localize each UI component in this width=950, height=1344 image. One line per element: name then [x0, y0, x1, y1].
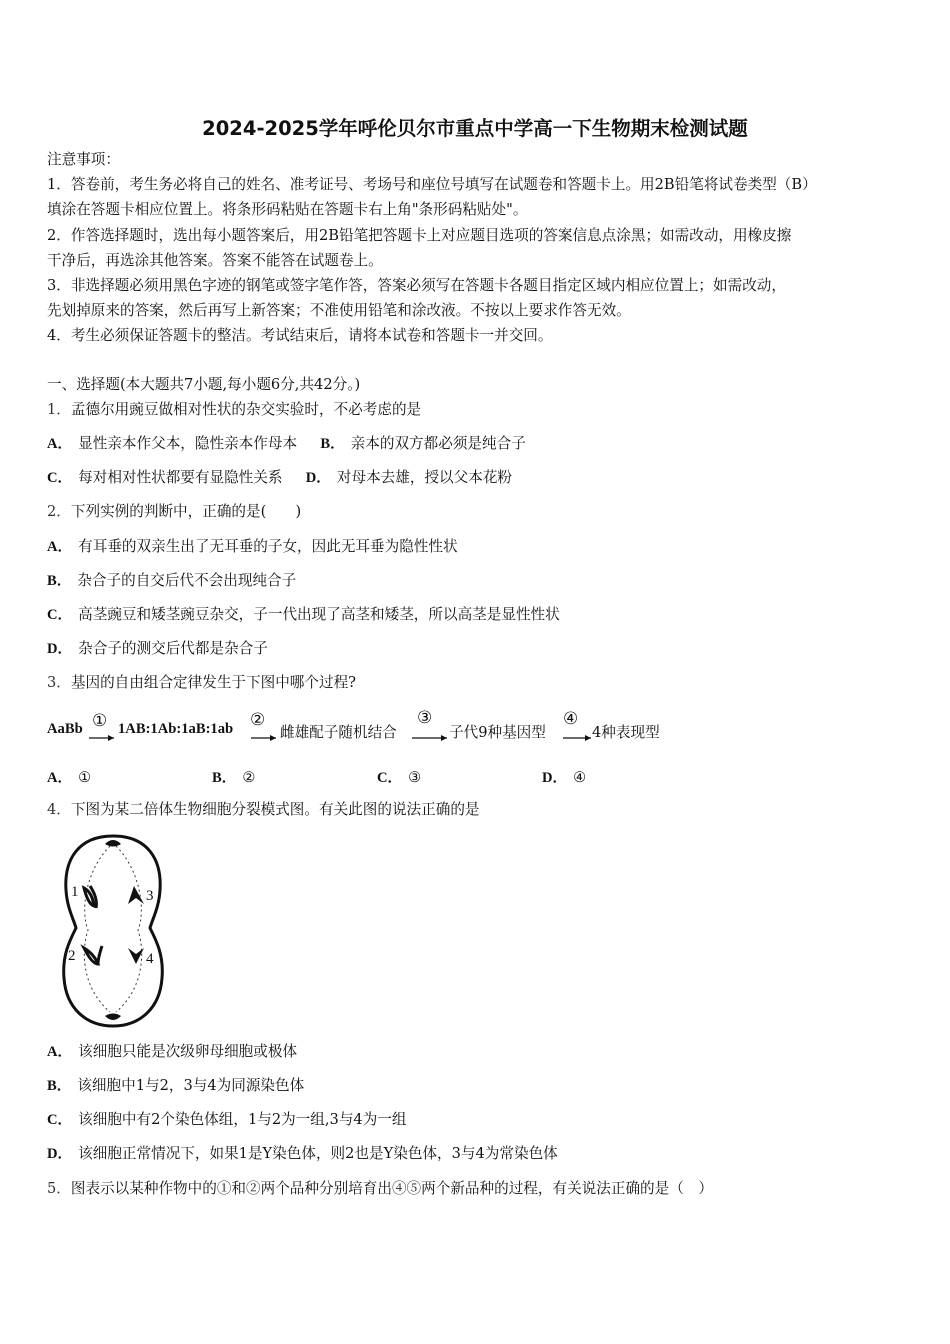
option-label: D． — [542, 770, 568, 786]
q3-option-a — [47, 766, 91, 787]
option-label: A． — [47, 539, 73, 555]
option-label: D． — [305, 470, 331, 486]
notice-line: 干净后，再选涂其他答案。答案不能答在试题卷上。 — [47, 252, 383, 269]
chromosome-label: 4 — [146, 951, 154, 967]
chromosome-1 — [84, 886, 96, 908]
option-text: 该细胞只能是次级卵母细胞或极体 — [78, 1043, 298, 1060]
option-text: 杂合子的测交后代都是杂合子 — [78, 640, 268, 657]
chromosome-2 — [84, 946, 102, 964]
flow-step-phenotypes: 4种表现型 — [592, 724, 660, 741]
option-text: 每对相对性状都要有显隐性关系 — [78, 469, 283, 486]
process-flow-diagram — [47, 708, 747, 748]
option-text: ④ — [573, 769, 587, 786]
q4-option — [47, 1144, 558, 1164]
q2-option — [47, 639, 268, 659]
q2-option — [47, 571, 296, 591]
option-text: 对母本去雄，授以父本花粉 — [336, 469, 513, 486]
question-1 — [47, 400, 421, 420]
page-title: 2024-2025学年呼伦贝尔市重点中学高一下生物期末检测试题 — [202, 117, 748, 140]
option-label: C． — [47, 607, 73, 623]
q3-option-d — [542, 766, 586, 787]
step-marker: ② — [250, 710, 266, 730]
chromosome-4 — [128, 948, 144, 964]
option-text: ① — [78, 769, 92, 786]
question-stem: 下图为某二倍体生物细胞分裂模式图。有关此图的说法正确的是 — [70, 801, 480, 818]
option-text: 杂合子的自交后代不会出现纯合子 — [77, 572, 297, 589]
option-label: D． — [47, 641, 73, 657]
chromosome-3 — [128, 886, 144, 904]
option-text: ② — [242, 769, 256, 786]
q1-options-row-2 — [47, 468, 512, 488]
notice-line: 1．答卷前，考生务必将自己的姓名、准考证号、考场号和座位号填写在试题卷和答题卡上。用2B铅笔将试卷类型（B） — [47, 176, 817, 193]
question-3 — [47, 673, 356, 693]
option-label: B． — [47, 1078, 72, 1094]
option-label: C． — [47, 470, 73, 486]
question-stem: 图表示以某种作物中的①和②两个品种分别培育出④⑤两个新品种的过程，有关说法正确的是（ ） — [70, 1180, 714, 1197]
question-number: 2． — [47, 503, 71, 520]
option-label: C． — [47, 1112, 73, 1128]
chromosome-label: 1 — [71, 884, 79, 900]
option-text: 有耳垂的双亲生出了无耳垂的子女，因此无耳垂为隐性性状 — [78, 538, 458, 555]
centrosome — [105, 840, 121, 847]
q2-option — [47, 605, 560, 625]
notice-line: 2．作答选择题时，选出每小题答案后，用2B铅笔把答题卡上对应题目选项的答案信息点涂黑；如需改动，用橡皮擦 — [47, 227, 792, 244]
option-label: A． — [47, 1044, 73, 1060]
cell-membrane — [64, 836, 163, 1026]
option-label: B． — [47, 573, 72, 589]
question-number: 1． — [47, 401, 71, 418]
question-number: 3． — [47, 674, 71, 691]
section-heading: 一、选择题(本大题共7小题,每小题6分,共42分。) — [47, 376, 361, 393]
question-number: 5． — [47, 1180, 71, 1197]
option-text: 显性亲本作父本，隐性亲本作母本 — [78, 435, 298, 452]
notice-line: 3．非选择题必须用黑色字迹的钢笔或签字笔作答，答案必须写在答题卡各题目指定区域内相应位置上；如需改动， — [47, 277, 786, 294]
step-marker: ③ — [417, 708, 433, 728]
question-2 — [47, 502, 301, 522]
option-label: B． — [320, 436, 345, 452]
option-label: A． — [47, 436, 73, 452]
flow-step-gametes: 1AB:1Ab:1aB:1ab — [118, 721, 234, 737]
notice-line: 填涂在答题卡相应位置上。将条形码粘贴在答题卡右上角"条形码粘贴处"。 — [47, 201, 528, 218]
question-stem: 孟德尔用豌豆做相对性状的杂交实验时，不必考虑的是 — [70, 401, 422, 418]
flow-step-genotypes: 子代9种基因型 — [449, 724, 546, 741]
option-label: C． — [377, 770, 403, 786]
flow-step-fertilization: 雌雄配子随机结合 — [280, 724, 397, 741]
question-stem: 基因的自由组合定律发生于下图中哪个过程? — [70, 674, 356, 691]
step-marker: ① — [92, 711, 108, 731]
q4-option — [47, 1042, 297, 1062]
option-text: 该细胞中有2个染色体组，1与2为一组,3与4为一组 — [78, 1111, 407, 1128]
q1-options-row-1 — [47, 434, 526, 454]
spindle-fibers — [116, 846, 142, 1012]
notice-heading: 注意事项： — [47, 151, 120, 168]
notice-line: 先划掉原来的答案，然后再写上新答案；不准使用铅笔和涂改液。不按以上要求作答无效。 — [47, 302, 631, 319]
notice-line: 4．考生必须保证答题卡的整洁。考试结束后，请将本试卷和答题卡一并交回。 — [47, 327, 553, 344]
question-4 — [47, 800, 480, 820]
q4-option — [47, 1076, 304, 1096]
chromosome-label: 2 — [68, 948, 76, 964]
centrosome — [105, 1014, 121, 1021]
question-stem: 下列实例的判断中，正确的是( ) — [70, 503, 302, 520]
option-text: 该细胞中1与2，3与4为同源染色体 — [77, 1077, 305, 1094]
question-5 — [47, 1179, 713, 1199]
q4-option — [47, 1110, 407, 1130]
question-number: 4． — [47, 801, 71, 818]
cell-division-figure — [58, 830, 168, 1030]
flow-step-genotype: AaBb — [47, 721, 83, 737]
option-label: B． — [212, 770, 237, 786]
option-text: 该细胞正常情况下，如果1是Y染色体，则2也是Y染色体，3与4为常染色体 — [78, 1145, 558, 1162]
q3-option-c — [377, 766, 421, 787]
chromosome-label: 3 — [146, 888, 154, 904]
spindle-fibers — [84, 846, 110, 1012]
q2-option — [47, 537, 458, 557]
option-text: 高茎豌豆和矮茎豌豆杂交，子一代出现了高茎和矮茎，所以高茎是显性性状 — [78, 606, 560, 623]
step-marker: ④ — [563, 709, 579, 729]
option-text: ③ — [408, 769, 422, 786]
option-text: 亲本的双方都必须是纯合子 — [350, 435, 526, 452]
option-label: D． — [47, 1146, 73, 1162]
option-label: A． — [47, 770, 73, 786]
q3-option-b — [212, 766, 255, 787]
